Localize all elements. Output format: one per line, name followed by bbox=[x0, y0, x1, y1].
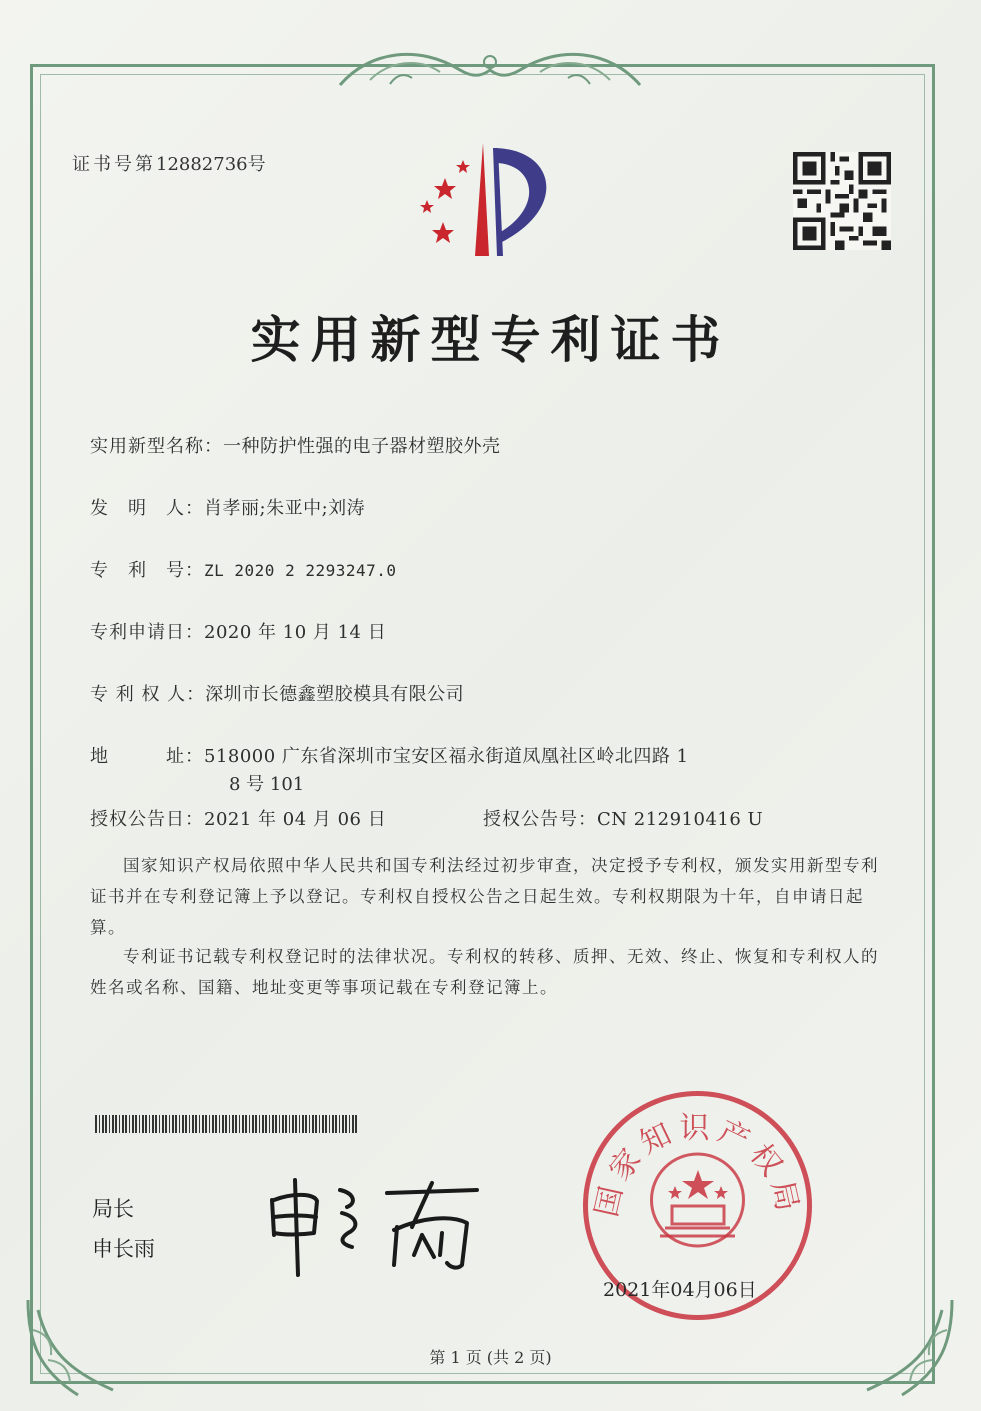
field-patentee bbox=[90, 680, 464, 706]
certificate-number-suffix: 号 bbox=[247, 154, 269, 175]
field-patent-number bbox=[90, 556, 397, 582]
application-date-label: 专利申请日： bbox=[90, 622, 204, 643]
seal-date: 2021年04月06日 bbox=[603, 1279, 757, 1301]
body-paragraph-2: 专利证书记载专利权登记时的法律状况。专利权的转移、质押、无效、终止、恢复和专利权人的姓名或名称、国籍、地址变更等事项记载在专利登记簿上。 bbox=[90, 947, 879, 997]
field-grant-date bbox=[90, 805, 386, 831]
cnipa-logo-icon bbox=[405, 138, 565, 263]
field-grant-number bbox=[483, 805, 763, 831]
name-value: 一种防护性强的电子器材塑胶外壳 bbox=[223, 436, 501, 457]
inventor-label: 发 明 人： bbox=[90, 498, 204, 519]
field-address bbox=[90, 742, 689, 768]
barcode bbox=[95, 1115, 357, 1133]
handwritten-signature bbox=[262, 1175, 492, 1285]
patent-number-value: ZL 2020 2 2293247.0 bbox=[204, 561, 397, 580]
patentee-label: 专 利 权 人： bbox=[90, 684, 206, 705]
certificate-number-label: 证书号第 bbox=[72, 154, 156, 175]
address-line-2: 8 号 101 bbox=[229, 774, 305, 795]
certificate-number-value: 12882736 bbox=[156, 154, 248, 175]
signatory-position: 局长 bbox=[92, 1197, 134, 1221]
patentee-value: 深圳市长德鑫塑胶模具有限公司 bbox=[205, 684, 465, 705]
field-application-date bbox=[90, 618, 386, 644]
seal-text: 国家知识产权局 bbox=[589, 1111, 806, 1221]
top-ornament bbox=[330, 40, 650, 100]
address-label: 地 址： bbox=[90, 746, 204, 767]
grant-number-value: CN 212910416 U bbox=[597, 809, 764, 830]
inventor-value: 肖孝丽;朱亚中;刘涛 bbox=[204, 498, 366, 519]
grant-date-label: 授权公告日： bbox=[90, 809, 204, 830]
grant-number-label: 授权公告号： bbox=[483, 809, 597, 830]
patent-number-label: 专 利 号： bbox=[90, 560, 204, 581]
address-line-1: 518000 广东省深圳市宝安区福永街道凤凰社区岭北四路 1 bbox=[204, 746, 689, 767]
field-inventor bbox=[90, 494, 365, 520]
page-indicator: 第 1 页 (共 2 页) bbox=[429, 1348, 552, 1367]
qr-code[interactable] bbox=[793, 152, 891, 250]
field-utility-model-name bbox=[90, 432, 501, 458]
body-paragraph-1: 国家知识产权局依照中华人民共和国专利法经过初步审查，决定授予专利权，颁发实用新型专利证书并在专利登记簿上予以登记。专利权自授权公告之日起生效。专利权期限为十年，自申请日起算。 bbox=[90, 856, 879, 937]
name-label: 实用新型名称： bbox=[90, 436, 223, 457]
svg-text:国家知识产权局 bbox=[589, 1111, 806, 1220]
certificate-number bbox=[72, 150, 269, 176]
application-date-value: 2020 年 10 月 14 日 bbox=[204, 622, 387, 643]
grant-date-value: 2021 年 04 月 06 日 bbox=[204, 809, 387, 830]
signatory-name: 申长雨 bbox=[92, 1237, 155, 1261]
certificate-title: 实用新型专利证书 bbox=[250, 310, 731, 369]
